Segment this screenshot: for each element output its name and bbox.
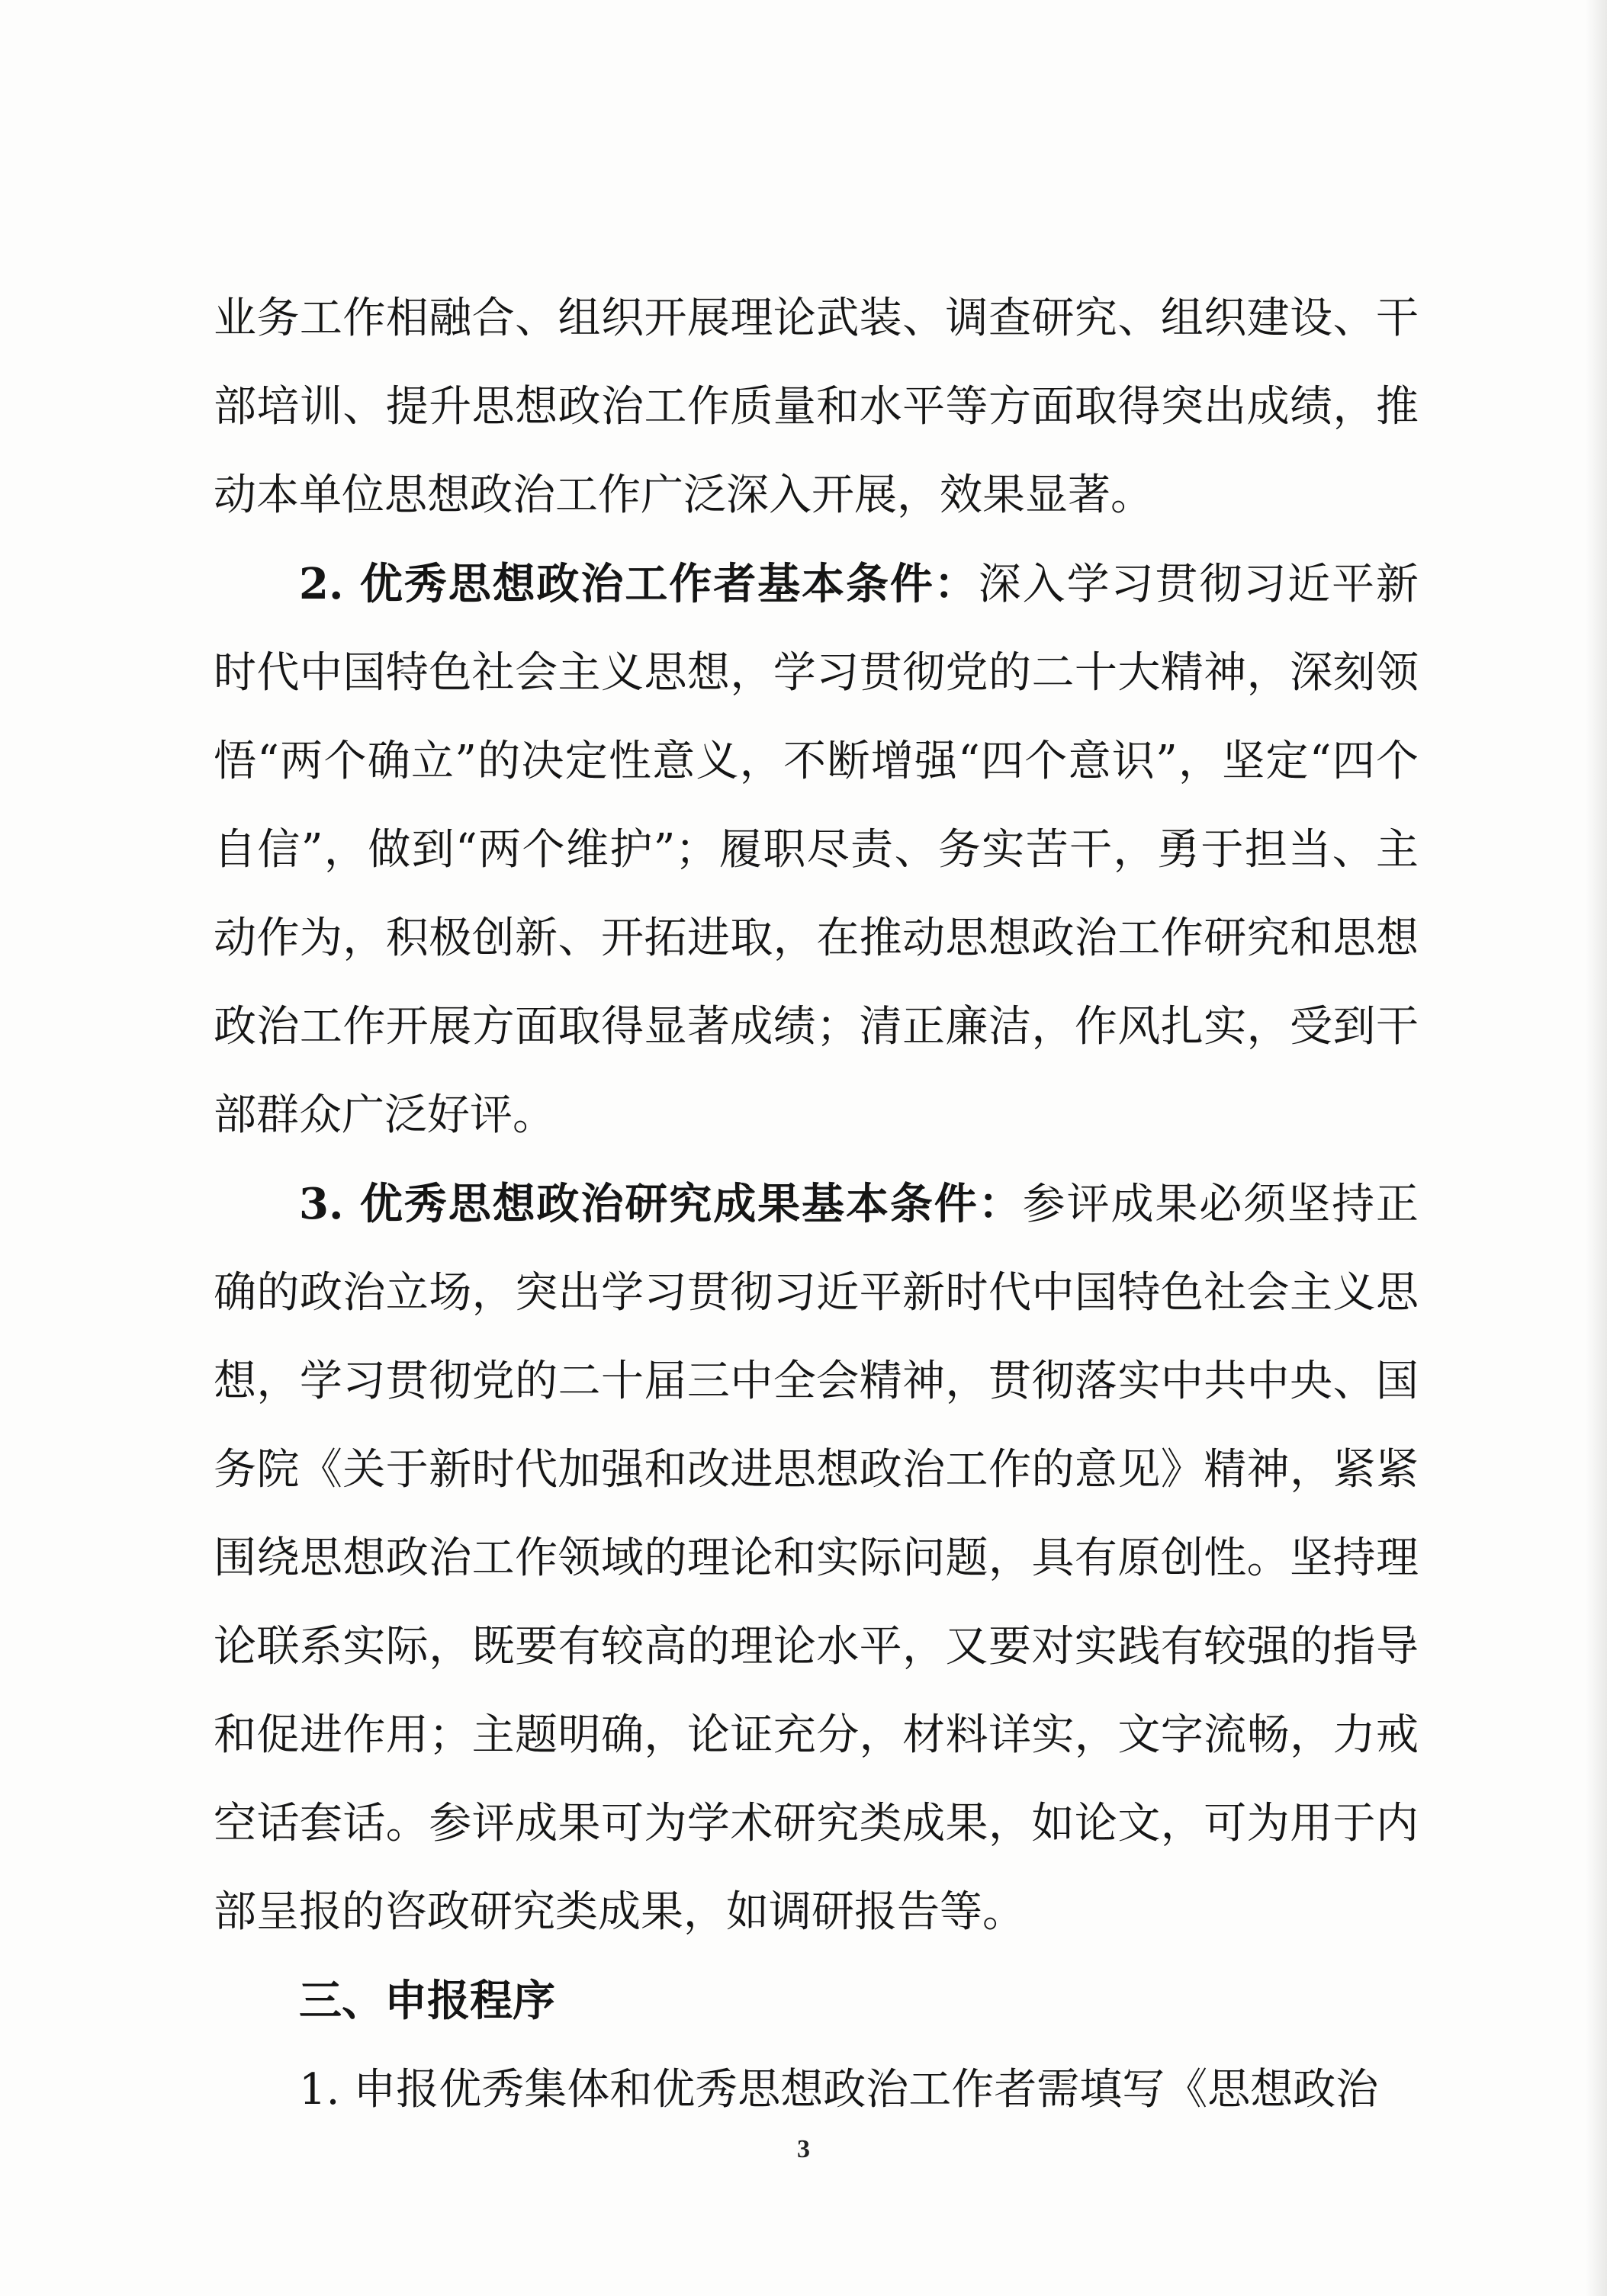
paragraph-outstanding-worker-criteria: [214, 540, 1419, 1160]
document-body: [214, 275, 1419, 2134]
paragraph-text: 参评成果必须坚持正确的政治立场，突出学习贯彻习近平新时代中国特色社会主义思想，学习贯彻党的二十届三中全会精神，贯彻落实中共中央、国务院《关于新时代加强和改进思想政治工作的意见》精神，紧紧围绕思想政治工作领域的理论和实际问题，具有原创性。坚持理论联系实际，既要有较高的理论水平，又要对实践有较强的指导和促进作用；主题明确，论证充分，材料详实，文字流畅，力戒空话套话。参评成果可为学术研究类成果，如论文，可为用于内部呈报的咨政研究类成果，如调研报告等。: [214, 1180, 1419, 1937]
section-heading-application-procedure: [214, 1957, 1419, 2046]
section-heading: 三、申报程序: [299, 1976, 555, 2026]
paragraph-application-step-1: [214, 2046, 1419, 2134]
paragraph-outstanding-research-criteria: [214, 1160, 1419, 1957]
paragraph-text: 1. 申报优秀集体和优秀思想政治工作者需填写《思想政治: [299, 2065, 1379, 2115]
scan-edge-shadow: [1586, 0, 1607, 2296]
paragraph-text: 深入学习贯彻习近平新时代中国特色社会主义思想，学习贯彻党的二十大精神，深刻领悟“两个确立”的决定性意义，不断增强“四个意识”，坚定“四个自信”，做到“两个维护”；履职尽责、务实苦干，勇于担当、主动作为，积极创新、开拓进取，在推动思想政治工作研究和思想政治工作开展方面取得显著成绩；清正廉洁，作风扎实，受到干部群众广泛好评。: [214, 560, 1419, 1140]
paragraph-heading: 2. 优秀思想政治工作者基本条件：: [299, 559, 979, 609]
paragraph-text: 业务工作相融合、组织开展理论武装、调查研究、组织建设、干部培训、提升思想政治工作质量和水平等方面取得突出成绩，推动本单位思想政治工作广泛深入开展，效果显著。: [214, 294, 1419, 520]
paragraph-heading: 3. 优秀思想政治研究成果基本条件：: [299, 1179, 1023, 1229]
page-number: 3: [797, 2135, 810, 2163]
paragraph-continuation: [214, 275, 1419, 540]
